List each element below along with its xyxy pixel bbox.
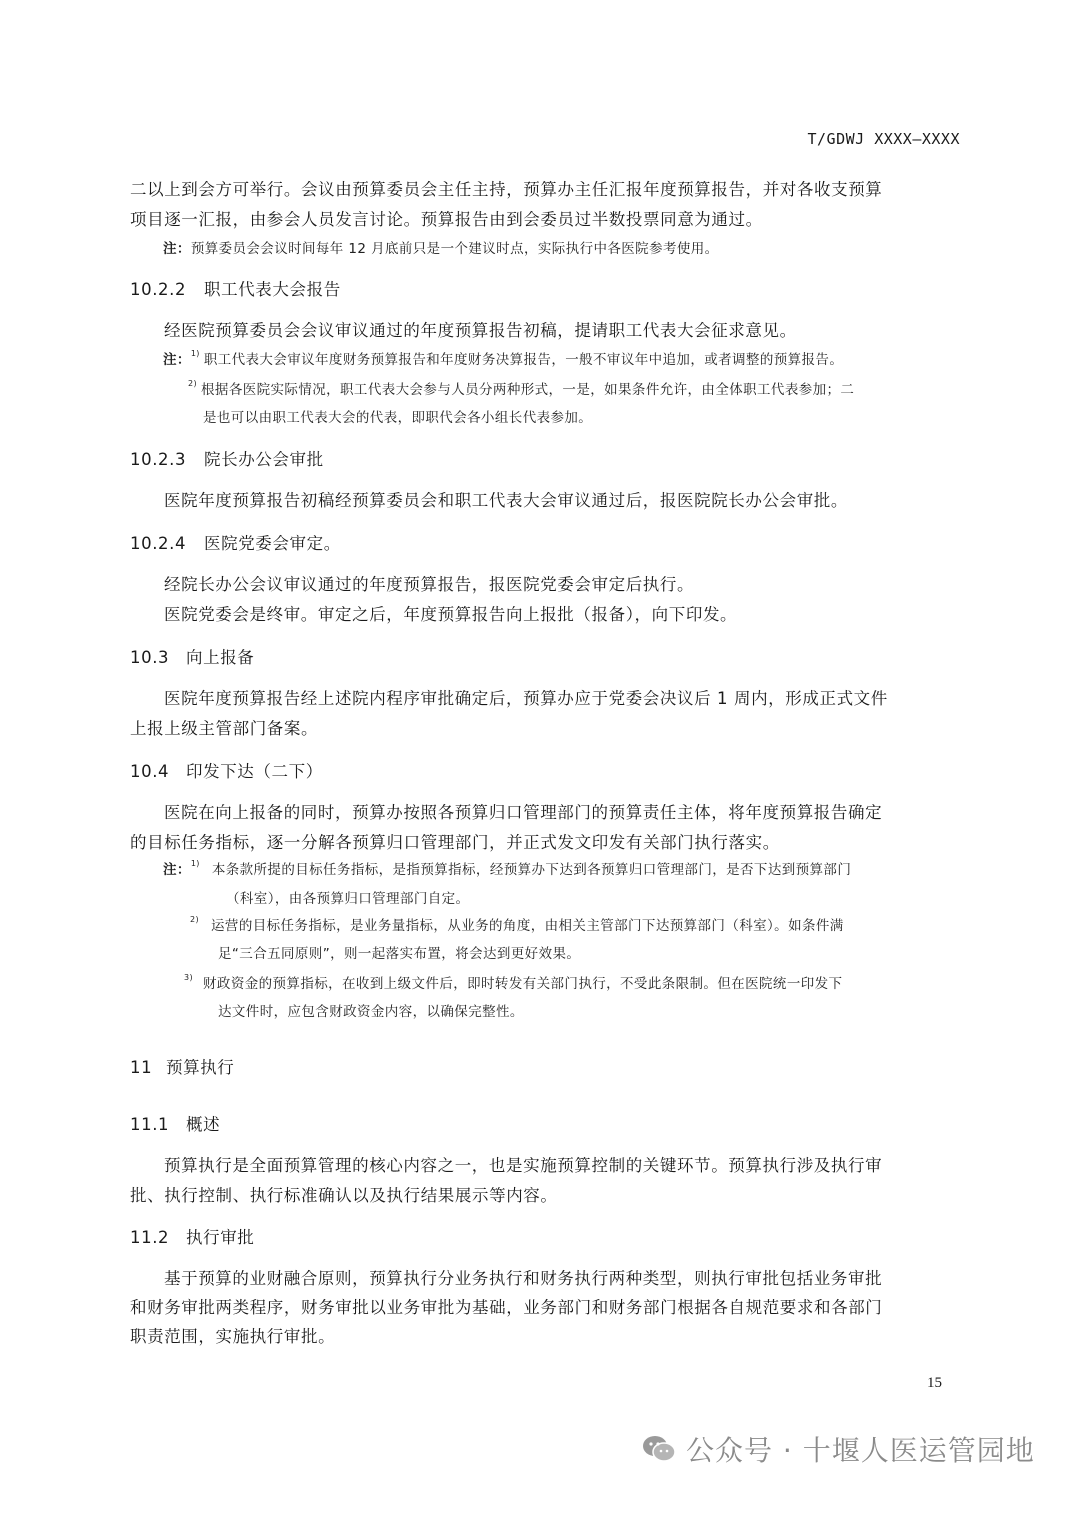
note-text: 职工代表大会审议年度财务预算报告和年度财务决算报告，一般不审议年中追加，或者调整的预算报告。 [203, 352, 844, 368]
section-number: 11.2 [130, 1228, 170, 1247]
section-heading [130, 758, 323, 782]
paragraph-line: 医院年度预算报告初稿经预算委员会和职工代表大会审议通过后，报医院院长办公会审批。 [164, 491, 848, 510]
note-text: （科室），由各预算归口管理部门自定。 [226, 891, 470, 907]
footnote-marker: 2) [188, 378, 198, 388]
paragraph-line: 经医院预算委员会会议审议通过的年度预算报告初稿，提请职工代表大会征求意见。 [164, 321, 797, 340]
note-label: 注： [163, 352, 191, 368]
note-text: 财政资金的预算指标，在收到上级文件后，即时转发有关部门执行，不受此条限制。但在医院统一印发下 [203, 976, 843, 992]
section-heading [130, 1224, 254, 1248]
footnote-marker: 1) [190, 858, 200, 868]
paragraph-line: 医院年度预算报告经上述院内程序审批确定后，预算办应于党委会决议后 1 周内，形成正式文件 [164, 689, 888, 708]
note [163, 348, 843, 368]
section-number: 10.3 [130, 648, 170, 667]
footnote-marker: 3) [184, 972, 194, 982]
note [188, 378, 854, 398]
paragraph-line: 医院党委会是终审。审定之后，年度预算报告向上报批（报备），向下印发。 [164, 605, 738, 624]
section-heading [130, 446, 324, 470]
section-title: 医院党委会审定。 [204, 534, 341, 553]
section-title: 执行审批 [186, 1228, 255, 1247]
chapter-title: 预算执行 [166, 1058, 235, 1077]
note-text: 本条款所提的目标任务指标，是指预算指标，经预算办下达到各预算归口管理部门，是否下达到预算部门 [211, 862, 852, 878]
paragraph-line: 基于预算的业财融合原则，预算执行分业务执行和财务执行两种类型，则执行审批包括业务审批 [164, 1269, 883, 1288]
section-title: 向上报备 [186, 648, 255, 667]
section-title: 概述 [186, 1115, 221, 1134]
note-text: 达文件时，应包含财政资金内容，以确保完整性。 [218, 1004, 524, 1020]
section-number: 10.2.3 [130, 450, 187, 469]
chapter-heading [130, 1054, 234, 1078]
paragraph-line: 预算执行是全面预算管理的核心内容之一，也是实施预算控制的关键环节。预算执行涉及执行审 [164, 1156, 883, 1175]
footnote-marker: 2) [190, 914, 200, 924]
wechat-icon [642, 1434, 676, 1464]
section-heading [130, 276, 341, 300]
section-heading [130, 530, 341, 554]
note-text: 预算委员会会议时间每年 12 月底前只是一个建议时点，实际执行中各医院参考使用。 [190, 241, 719, 257]
note-text: 是也可以由职工代表大会的代表，即职代会各小组长代表参加。 [203, 410, 593, 426]
note [163, 858, 851, 878]
section-number: 10.2.2 [130, 280, 187, 299]
note-text: 运营的目标任务指标，是业务量指标，从业务的角度，由相关主管部门下达预算部门（科室）。如条件满 [211, 918, 844, 934]
paragraph-line: 批、执行控制、执行标准确认以及执行结果展示等内容。 [130, 1186, 558, 1205]
section-number: 11.1 [130, 1115, 170, 1134]
paragraph-line: 职责范围，实施执行审批。 [130, 1327, 336, 1346]
watermark [642, 1429, 1035, 1469]
page-number: 15 [927, 1375, 942, 1391]
paragraph-line: 和财务审批两类程序，财务审批以业务审批为基础，业务部门和财务部门根据各自规范要求和各部门 [130, 1298, 883, 1317]
section-heading [130, 644, 254, 668]
paragraph-line: 二以上到会方可举行。会议由预算委员会主任主持，预算办主任汇报年度预算报告，并对各收支预算 [130, 180, 883, 199]
section-heading [130, 1111, 220, 1135]
paragraph-line: 经院长办公会议审议通过的年度预算报告，报医院党委会审定后执行。 [164, 575, 695, 594]
note [190, 914, 844, 934]
watermark-text: 公众号 · 十堰人医运管园地 [686, 1434, 1035, 1467]
section-title: 职工代表大会报告 [204, 280, 341, 299]
section-number: 10.2.4 [130, 534, 187, 553]
section-number: 10.4 [130, 762, 170, 781]
section-title: 院长办公会审批 [204, 450, 324, 469]
paragraph-line: 上报上级主管部门备案。 [130, 719, 319, 738]
note [163, 237, 719, 257]
paragraph-line: 项目逐一汇报，由参会人员发言讨论。预算报告由到会委员过半数投票同意为通过。 [130, 210, 763, 229]
note [184, 972, 842, 992]
note-text: 根据各医院实际情况，职工代表大会参与人员分两种形式，一是，如果条件允许，由全体职工代表参加；二 [201, 382, 855, 398]
paragraph-line: 医院在向上报备的同时，预算办按照各预算归口管理部门的预算责任主体，将年度预算报告确定 [164, 803, 883, 822]
note-text: 足“三合五同原则”，则一起落实布置，将会达到更好效果。 [218, 946, 581, 962]
section-title: 印发下达（二下） [186, 762, 323, 781]
footnote-marker: 1) [190, 348, 200, 358]
standard-code-header: T/GDWJ XXXX—XXXX [807, 130, 960, 148]
chapter-number: 11 [130, 1058, 153, 1077]
paragraph-line: 的目标任务指标，逐一分解各预算归口管理部门，并正式发文印发有关部门执行落实。 [130, 833, 780, 852]
note-label: 注： [163, 241, 191, 257]
note-label: 注： [163, 862, 191, 878]
